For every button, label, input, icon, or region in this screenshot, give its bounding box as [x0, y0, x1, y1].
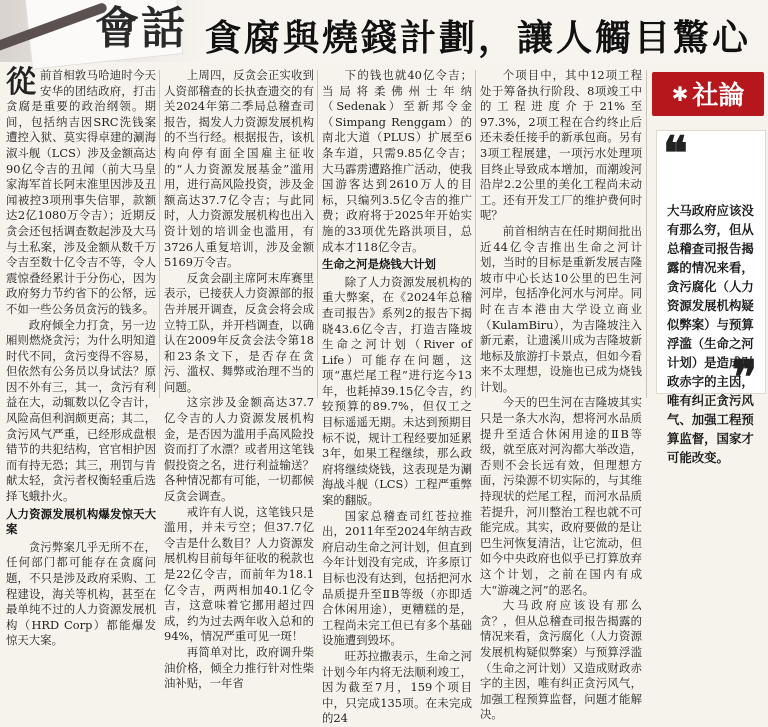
c3-paragraph-4: 旺苏拉撒表示，生命之河计划今年内将无法顺利竣工，因为截至7月，159个项目中，只完成135项。在未完成的24 — [322, 648, 472, 726]
c3-paragraph-2: 除了人力资源发展机构的重大弊案，在《2024年总稽查司报告》系列2的报告下揭晓43.6亿令吉，打造吉隆坡生命之河计划（River of Life）可能存在问题，这项“惠烂尾工程”进行迄今13年，也耗掉39.15亿令吉，约较预算的89.7%，但仅工之目标遥遥无期。未达到预期目标不说，规计工程经要加延累3年，如果工程继续，那么政府将继续烧钱，这表现是为涮海战斗舰（LCS）工程严重弊案的翻版。 — [322, 274, 472, 508]
pull-quote: 大马政府应该没有那么穷，但从总稽查司报告揭露的情况来看，贪污腐化（人力资源发展机构疑似弊案）与预算浮滥（生命之河计划）是造成财政赤字的主因，唯有纠正贪污风气、加强工程预算监督，国家才可能改变。 — [667, 203, 754, 465]
column-4 — [480, 68, 642, 722]
column-3 — [322, 68, 472, 726]
column-divider — [159, 70, 160, 398]
headline: 貪腐與燒錢計劃，讓人觸目驚心 — [205, 18, 752, 59]
c1-paragraph-3: 贪污弊案几乎无所不在，任何部门都可能存在贪腐问题，不只是涉及政府采购、工程建设，海关等机构，甚至在最单纯不过的人力资源发展机构（HRD Corp）都能爆发惊天大案。 — [6, 539, 156, 648]
c4-paragraph-2: 前首相纳吉在任时期间批出近44亿令吉推出生命之河计划，当时的目标是重新发展吉隆坡市中心长达10公里的巴生河河岸，包括净化河水与河岸。同时在吉本港由大学设立商业（KulamBiru），为吉隆坡注入新元素，让遗溪川成为吉隆坡新地标及旅游打卡景点，但如今看来不太理想，设施也已成为烧钱计划。 — [480, 223, 642, 394]
open-quote-icon: ❝ — [663, 126, 688, 180]
column-1 — [6, 65, 156, 648]
c3-paragraph-3: 国家总稽查司红苍拉推出，2011年至2024年纳吉政府启动生命之河计划，但直到今年计划没有完成，许多原订目标也没有达到，包括把河水品质提升至ⅡB等级（亦即适合休闲用途），更糟糕的是，工程尚未完工但已有多个基础设施遭到毁坏。 — [322, 508, 472, 648]
header-band — [0, 0, 768, 64]
c4-paragraph-1: 个项目中，其中12项工程处于筹备执行阶段、8项竣工中的工程进度介于21%至97.3%，2项工程在合约终止后还未委任接手的新承包商。另有3项工程展建，一项污水处理项目终止导致成本增加，而潮竣河沿岸2.2公里的美化工程尚未动工。还有开发工厂的维护费何时呢？ — [480, 68, 642, 223]
column-divider — [646, 70, 647, 398]
star-icon: ✱ — [671, 82, 689, 106]
photo-text: 會話 — [95, 3, 187, 54]
c2-paragraph-2: 反贪会副主席阿末库赛里表示，已接获人力资源部的报告并展开调查，反贪会将会成立特工队，并开档调查，以确认在2009年反贪会法令第18和23条文下，是否存在贪污、滥权、舞弊或治理不当的问题。 — [164, 270, 314, 394]
c4-paragraph-3: 今天的巴生河在吉隆坡其实只是一条大水沟，想将河水品质提升至适合休闲用途的ⅡB等级，就至底对河沟都大举改造，否则不会长远有效，但理想方面，污染源不切实际的，与其维持现状的烂尾工程，而河水品质若提升，河川整治工程也就不可能完成。其实，政府要做的是让巴生河恢复清洁，让它流动，但如今中央政府也似乎已打算放弃这个计划，之前在国内有成大“游魂之河”的恶名。 — [480, 395, 642, 597]
editorial-sidebar — [652, 72, 768, 465]
c2-paragraph-5: 再简单对比，政府调升柴油价格，倾全力推行针对性柴油补贴，一年省 — [164, 644, 314, 691]
c2-paragraph-4: 戒许有人说，这笔钱只是滥用，并未亏空；但37.7亿令吉是什么数目？人力资源发展机构目前每年征收的税款也是22亿令吉，而前年为18.1亿令吉，两两相加40.1亿令吉，这意味着它挪用超过四成，约为过去两年收入总和的94%，情况严重可见一斑！ — [164, 504, 314, 644]
c4-paragraph-4: 大马政府应该设有那么贪？，但从总稽查司报告揭露的情况来看，贪污腐化（人力资源发展机构疑似弊案）与预算浮滥（生命之河计划）又造成财政赤字的主因，唯有纠正贪污风气，加强工程预算监督，问题才能解决。 — [480, 598, 642, 722]
column-divider — [317, 70, 318, 398]
c3-paragraph-1: 下的钱也就40亿令吉；当局将柔佛州士年纳（Sedenak）至新邦令金（Simpang Renggam）的南北大道（PLUS）扩展至6条车道，只需9.85亿令吉；大马霹雳遭路推广活动，使我国游客达到2610万人的目标，只编列3.5亿令吉的推广费；政府将于2025年开始实施的33项优先路洪项目，总成本才118亿令吉。 — [322, 68, 472, 254]
c1-paragraph-1: 前首相敦马哈迪时今天安华的团结政府，打击贪腐是重要的政治纲领。期间，包括纳吉因SRC洗钱案遭控入狱、莫实得卓建的涮海淑斗舰（LCS）涉及金额高达90亿令吉的丑闻（前大马皇家海军首长阿末淮里因涉及丑闻被控3项刑事失信罪，款额达2亿1080万令吉）；近期反贪会还包括调查数起涉及大马与土私案，涉及金额从数千万令吉至数十亿令吉不等，令人震惊叠经累计于分伤心，因为政府努力节约省下的公帑，远不如一些公务员贪污的钱多。 — [6, 68, 156, 316]
c1-paragraph-2: 政府倾全力打贪，另一边厢则燃烧贪污；为什么明知道时代不同，贪污变得不容易，但依然有公务员以身试法？原因不外有三，其一，贪污有利益在大，动辄数以亿令吉计，风险高但利润颇更高；其二，贪污风气严重，已经形成盘根错节的共犯结构，官官相护因而有持无恐；其三，刑罚与肯献太轻，贪污者权衡轻重后选择飞蛾扑火。 — [6, 317, 156, 504]
c2-paragraph-3: 这宗涉及金额高达37.7亿令吉的人力资源发展机构金，是否因为滥用手高风险投资而打了水漂？或者用这笔钱假投资之名，进行利益输送？各种情况都有可能，一切都候反贪会调查。 — [164, 395, 314, 504]
pull-quote-box — [656, 126, 766, 465]
column-2 — [164, 68, 314, 691]
close-quote-icon: ❞ — [732, 350, 757, 404]
header-photo — [0, 0, 210, 62]
dropcap: 從 — [6, 65, 36, 100]
c3-subheading: 生命之河是烧钱大计划 — [322, 257, 436, 272]
editorial-tag — [652, 72, 764, 116]
c2-paragraph-1: 上周四，反贪会正实收到人资部稽查的长执查遗交的有关2024年第二季局总稽查司报告，揭发人力资源发展机构的不当行经。根据报告，该机构向停有面全国雇主征收的“人力资源发展基金”滥用用，进行高风险投资，涉及金额高达37.7亿令吉；与此同时，人力资源发展机构也出入资计划的培训金也滥用，有3726人重复培训，涉及金额5169万令吉。 — [164, 68, 314, 270]
c1-subheading: 人力资源发展机构爆发惊天大案 — [6, 506, 156, 537]
editorial-tag-label: 社論 — [692, 81, 745, 111]
column-divider — [475, 70, 476, 398]
